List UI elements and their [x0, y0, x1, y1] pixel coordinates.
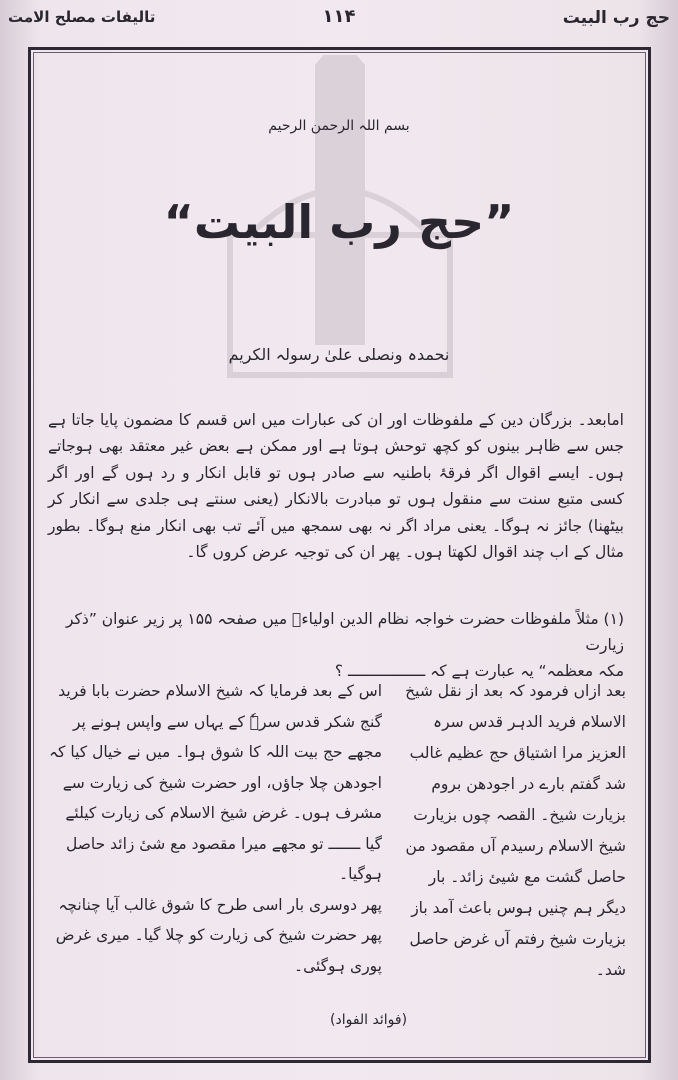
- page-number: ۱۱۴: [322, 6, 356, 27]
- source-citation: (فوائد الفواد): [330, 1012, 408, 1028]
- intro-paragraph: [48, 407, 624, 565]
- persian-quote-column: [396, 676, 626, 986]
- urdu-translation-column: [44, 676, 382, 981]
- reference-block: [48, 606, 624, 684]
- bismillah-heading: بسم اللہ الرحمن الرحیم: [268, 118, 410, 134]
- intro-paragraph-text: امابعد۔ بزرگان دین کے ملفوظات اور ان کی عبارات میں اس قسم کا مضمون پایا جاتا ہے جس سے ظاہر بینوں کو کچھ توحش ہوتا ہے اور ممکن ہے بعض غیر معتقد بھی ہوجاتے ہوں۔ ایسے اقوال اگر فرقۂ باطنیہ سے صادر ہوں تو قابل انکار و رد ہوں گے اور اگر کسی متبع سنت سے منقول ہوں تو مبادرت بالانکار (یعنی سنتے ہی جلدی سے انکار کر بیٹھنا) جائز نہ ہوگا۔ یعنی مراد اگر نہ بھی سمجھ میں آئے تب بھی انکار منع ہوگا۔ بطور مثال کے اب چند اقوال لکھتا ہوں۔ پھر ان کی توجیہ عرض کروں گا۔: [48, 411, 624, 562]
- header-book-title: حج رب البیت: [562, 8, 670, 28]
- salutation-line: نحمدہ ونصلی علیٰ رسولہ الکریم: [228, 345, 450, 364]
- persian-quote-text: بعد ازاں فرمود کہ بعد از نقل شیخ الاسلام فرید الدہر قدس سرہ العزیز مرا اشتیاق حج عظیم غالب شد گفتم بارے در اجودھن بروم بزیارت شیخ۔ القصہ چوں بزیارت شیخ الاسلام رسیدم آں مقصود من حاصل گشت مع شیئ زائد۔ بار دیگر ہم چنیں ہوس باعث آمد باز بزیارت شیخ رفتم آں غرض حاصل شد۔: [405, 682, 626, 979]
- urdu-translation-paragraph-1: اس کے بعد فرمایا کہ شیخ الاسلام حضرت بابا فرید گنج شکر قدس سرہٗ کے یہاں سے واپس ہونے پر مجھے حج بیت اللہ کا شوق ہوا۔ میں نے خیال کیا کہ اجودھن چلا جاؤں، اور حضرت شیخ کی زیارت سے مشرف ہوں۔ غرض شیخ الاسلام کی زیارت کیلئے گیا ـــــــ تو مجھے میرا مقصود مع شیٔ زائد حاصل ہوگیا۔: [48, 682, 382, 883]
- page-title: ”حج رب البیت“: [163, 195, 515, 249]
- reference-line-1: (۱) مثلاً ملفوظات حضرت خواجہ نظام الدین اولیاءؒ میں صفحہ ۱۵۵ پر زیر عنوان ”ذکر زیارت: [66, 610, 624, 654]
- page-header: [8, 6, 670, 34]
- reference-line-2: مکہ معظمہ“ یہ عبارت ہے کہ ـــــــــــــــــ ؟: [334, 662, 624, 680]
- urdu-translation-paragraph-2: پھر دوسری بار اسی طرح کا شوق غالب آیا چنانچہ پھر حضرت شیخ کی زیارت کو چلا گیا۔ میری غرض پوری ہوگئی۔: [55, 895, 382, 975]
- header-book-series: تالیفات مصلح الامت: [8, 8, 156, 26]
